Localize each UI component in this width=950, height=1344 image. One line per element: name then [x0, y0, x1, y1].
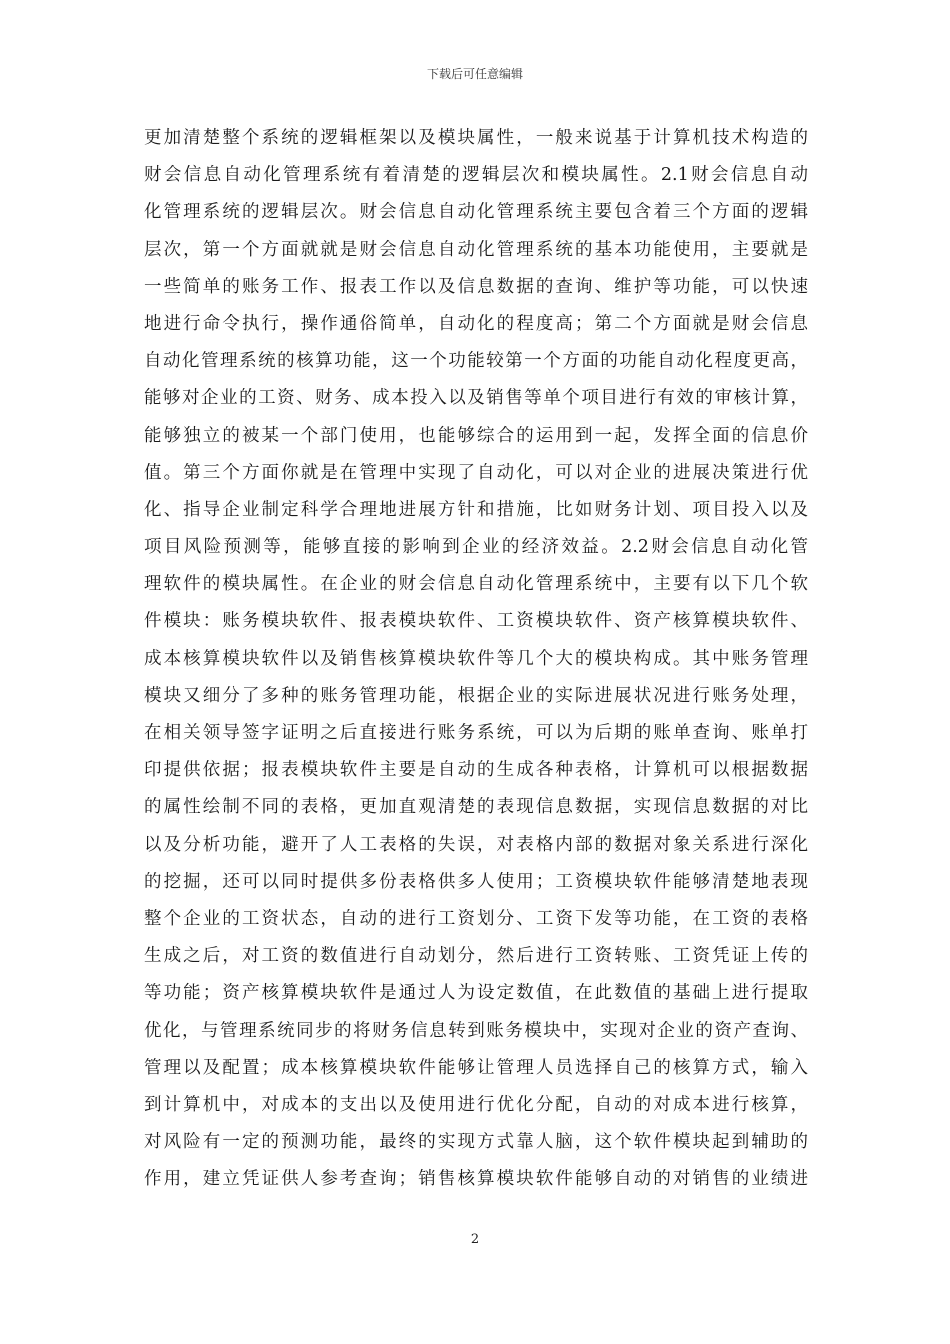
text-line-17: 在相关领导签字证明之后直接进行账务系统，可以为后期的账单查询、账单打 — [144, 723, 808, 743]
text-line-8: 能够对企业的工资、财务、成本投入以及销售等单个项目进行有效的审核计算， — [144, 388, 808, 409]
text-line-10: 值。第三个方面你就是在管理中实现了自动化，可以对企业的进展决策进行优 — [144, 462, 808, 483]
page-header: 下载后可任意编辑 — [426, 67, 523, 81]
text-line-12: 项目风险预测等，能够直接的影响到企业的经济效益。2.2财会信息自动化管 — [144, 537, 808, 558]
text-line-5: 一些简单的账务工作、报表工作以及信息数据的查询、维护等功能，可以快速 — [144, 276, 808, 297]
text-line-23: 生成之后，对工资的数值进行自动划分，然后进行工资转账、工资凭证上传的 — [144, 946, 808, 967]
text-line-3: 化管理系统的逻辑层次。财会信息自动化管理系统主要包含着三个方面的逻辑 — [144, 202, 808, 223]
text-line-13: 理软件的模块属性。在企业的财会信息自动化管理系统中，主要有以下几个软 — [144, 574, 808, 595]
text-line-21: 的挖掘，还可以同时提供多份表格供多人使用；工资模块软件能够清楚地表现 — [144, 871, 808, 892]
text-line-1: 更加清楚整个系统的逻辑框架以及模块属性，一般来说基于计算机技术构造的 — [144, 128, 808, 148]
text-line-11: 化、指导企业制定科学合理地进展方针和措施，比如财务计划、项目投入以及 — [144, 499, 808, 520]
page-number: 2 — [470, 1232, 480, 1247]
text-line-4: 层次，第一个方面就就是财会信息自动化管理系统的基本功能使用，主要就是 — [144, 239, 808, 260]
text-line-2: 财会信息自动化管理系统有着清楚的逻辑层次和模块属性。2.1财会信息自动 — [144, 165, 808, 186]
text-line-22: 整个企业的工资状态，自动的进行工资划分、工资下发等功能，在工资的表格 — [144, 908, 808, 929]
text-line-6: 地进行命令执行，操作通俗简单，自动化的程度高；第二个方面就是财会信息 — [144, 313, 808, 334]
text-line-14: 件模块：账务模块软件、报表模块软件、工资模块软件、资产核算模块软件、 — [144, 611, 808, 632]
text-line-15: 成本核算模块软件以及销售核算模块软件等几个大的模块构成。其中账务管理 — [144, 648, 808, 669]
text-line-29: 作用，建立凭证供人参考查询；销售核算模块软件能够自动的对销售的业绩进 — [144, 1169, 808, 1190]
text-line-19: 的属性绘制不同的表格，更加直观清楚的表现信息数据，实现信息数据的对比 — [144, 797, 808, 818]
text-line-9: 能够独立的被某一个部门使用，也能够综合的运用到一起，发挥全面的信息价 — [144, 425, 808, 446]
text-line-27: 到计算机中，对成本的支出以及使用进行优化分配，自动的对成本进行核算， — [144, 1094, 808, 1115]
text-line-18: 印提供依据；报表模块软件主要是自动的生成各种表格，计算机可以根据数据 — [144, 760, 808, 781]
body-text — [144, 120, 808, 1198]
text-line-7: 自动化管理系统的核算功能，这一个功能较第一个方面的功能自动化程度更高， — [144, 351, 808, 372]
text-line-25: 优化，与管理系统同步的将财务信息转到账务模块中，实现对企业的资产查询、 — [144, 1020, 808, 1041]
text-line-20: 以及分析功能，避开了人工表格的失误，对表格内部的数据对象关系进行深化 — [144, 834, 808, 855]
text-line-28: 对风险有一定的预测功能，最终的实现方式靠人脑，这个软件模块起到辅助的 — [144, 1132, 808, 1153]
text-line-24: 等功能；资产核算模块软件是通过人为设定数值，在此数值的基础上进行提取 — [144, 983, 808, 1004]
text-line-26: 管理以及配置；成本核算模块软件能够让管理人员选择自己的核算方式，输入 — [144, 1057, 808, 1078]
text-line-16: 模块又细分了多种的账务管理功能，根据企业的实际进展状况进行账务处理， — [144, 685, 808, 706]
